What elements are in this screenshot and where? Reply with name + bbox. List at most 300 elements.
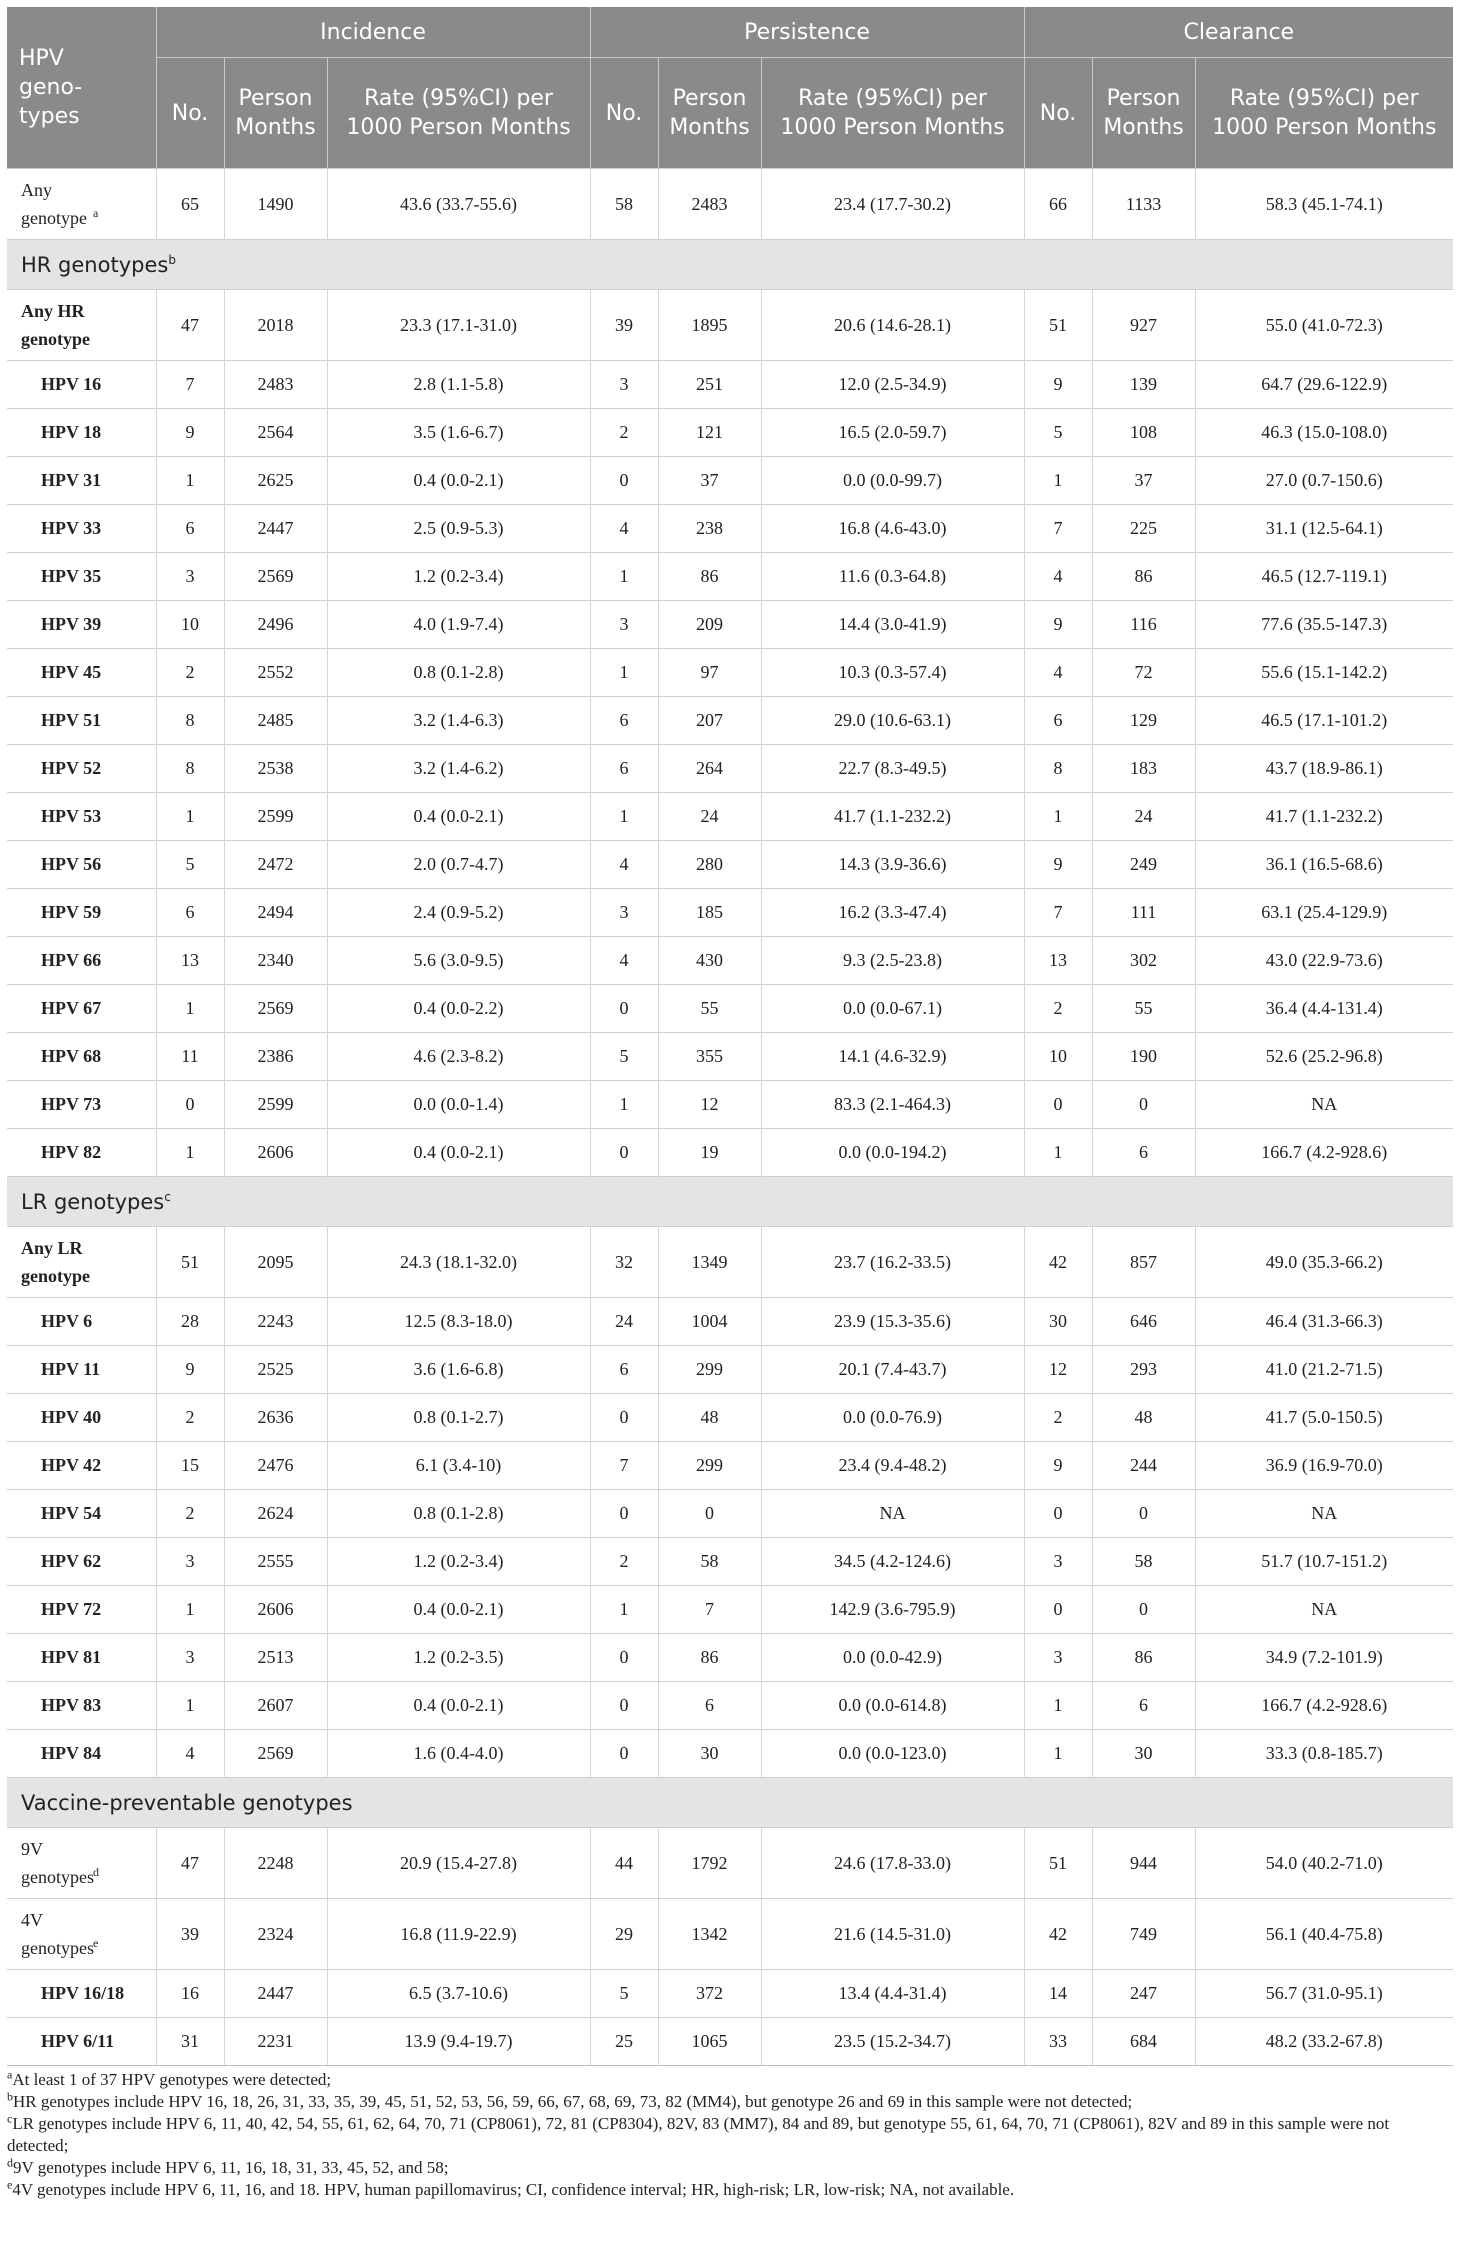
table-row xyxy=(7,841,1453,889)
incidence-no-cell: 5 xyxy=(156,841,224,889)
clearance-rate-cell: 41.7 (5.0-150.5) xyxy=(1195,1394,1453,1442)
persistence-no-cell: 2 xyxy=(590,409,658,457)
persistence-person-months-cell: 1342 xyxy=(658,1899,761,1970)
genotype-name-cell xyxy=(7,889,156,937)
table-row xyxy=(7,985,1453,1033)
clearance-no-cell: 10 xyxy=(1024,1033,1092,1081)
clearance-no-cell: 4 xyxy=(1024,649,1092,697)
incidence-no-cell: 2 xyxy=(156,1490,224,1538)
genotype-name-cell xyxy=(7,1442,156,1490)
incidence-no-cell: 31 xyxy=(156,2018,224,2066)
incidence-rate-cell: 16.8 (11.9-22.9) xyxy=(327,1899,590,1970)
persistence-person-months-cell: 0 xyxy=(658,1490,761,1538)
persistence-rate-cell: 0.0 (0.0-194.2) xyxy=(761,1129,1024,1177)
table-row xyxy=(7,361,1453,409)
incidence-no-cell: 13 xyxy=(156,937,224,985)
genotype-name-cell xyxy=(7,1490,156,1538)
clearance-no-cell: 7 xyxy=(1024,889,1092,937)
incidence-no-cell: 0 xyxy=(156,1081,224,1129)
table-row xyxy=(7,505,1453,553)
incidence-person-months-cell: 2472 xyxy=(224,841,327,889)
clearance-rate-cell: 46.3 (15.0-108.0) xyxy=(1195,409,1453,457)
incidence-rate-cell: 3.2 (1.4-6.3) xyxy=(327,697,590,745)
persistence-person-months-cell: 2483 xyxy=(658,169,761,240)
clearance-no-cell: 1 xyxy=(1024,1730,1092,1778)
incidence-person-months-cell: 2513 xyxy=(224,1634,327,1682)
genotype-name: HPV 35 xyxy=(41,566,102,586)
clearance-person-months-cell: 183 xyxy=(1092,745,1195,793)
persistence-no-cell: 0 xyxy=(590,1682,658,1730)
clearance-person-months-cell: 48 xyxy=(1092,1394,1195,1442)
genotype-name: HPV 84 xyxy=(41,1743,102,1763)
genotype-name: HPV 6 xyxy=(41,1311,93,1331)
clearance-rate-cell: 43.0 (22.9-73.6) xyxy=(1195,937,1453,985)
clearance-no-cell: 1 xyxy=(1024,793,1092,841)
incidence-rate-cell: 3.5 (1.6-6.7) xyxy=(327,409,590,457)
footnote-text: 4V genotypes include HPV 6, 11, 16, and 18. HPV, human papillomavirus; CI, confidence interval; HR, high-risk; LR, low-risk; NA, not available. xyxy=(12,2180,1015,2199)
clearance-rate-cell: 55.6 (15.1-142.2) xyxy=(1195,649,1453,697)
genotype-name: HPV 83 xyxy=(41,1695,102,1715)
incidence-no-cell: 10 xyxy=(156,601,224,649)
persistence-rate-cell: 21.6 (14.5-31.0) xyxy=(761,1899,1024,1970)
section-header-row xyxy=(7,1177,1453,1227)
incidence-rate-cell: 3.2 (1.4-6.2) xyxy=(327,745,590,793)
table-row xyxy=(7,1346,1453,1394)
persistence-no-cell: 0 xyxy=(590,1634,658,1682)
table-row xyxy=(7,1490,1453,1538)
persistence-rate-cell: 0.0 (0.0-99.7) xyxy=(761,457,1024,505)
persistence-no-cell: 5 xyxy=(590,1970,658,2018)
clearance-no-cell: 9 xyxy=(1024,601,1092,649)
incidence-no-cell: 3 xyxy=(156,1538,224,1586)
footnote xyxy=(7,2113,1453,2157)
incidence-no-cell: 1 xyxy=(156,457,224,505)
clearance-no-cell: 30 xyxy=(1024,1298,1092,1346)
clearance-person-months-cell: 857 xyxy=(1092,1227,1195,1298)
persistence-no-cell: 5 xyxy=(590,1033,658,1081)
rate-header: Rate (95%CI) per 1000 Person Months xyxy=(327,58,590,169)
footnote-mark: c xyxy=(7,2111,13,2126)
genotype-name-cell xyxy=(7,505,156,553)
genotype-name: Any HR genotype xyxy=(21,301,90,349)
table-wrapper xyxy=(7,7,1453,2201)
persistence-person-months-cell: 1065 xyxy=(658,2018,761,2066)
incidence-no-cell: 3 xyxy=(156,1634,224,1682)
genotype-name-cell xyxy=(7,1586,156,1634)
persistence-rate-cell: 24.6 (17.8-33.0) xyxy=(761,1828,1024,1899)
clearance-no-cell: 9 xyxy=(1024,1442,1092,1490)
incidence-no-cell: 2 xyxy=(156,1394,224,1442)
persistence-person-months-cell: 207 xyxy=(658,697,761,745)
genotype-name-cell xyxy=(7,793,156,841)
persistence-rate-cell: 23.4 (9.4-48.2) xyxy=(761,1442,1024,1490)
incidence-person-months-cell: 2599 xyxy=(224,793,327,841)
footnote-text: HR genotypes include HPV 16, 18, 26, 31, 33, 35, 39, 45, 51, 52, 53, 56, 59, 66, 67, 68, 69, 73, 82 (MM4), but genotype 26 and 69 in this sample were not detected; xyxy=(13,2092,1133,2111)
clearance-person-months-cell: 293 xyxy=(1092,1346,1195,1394)
table-row xyxy=(7,457,1453,505)
persistence-person-months-cell: 209 xyxy=(658,601,761,649)
incidence-person-months-cell: 2095 xyxy=(224,1227,327,1298)
incidence-person-months-cell: 2555 xyxy=(224,1538,327,1586)
incidence-no-cell: 47 xyxy=(156,290,224,361)
incidence-person-months-cell: 2569 xyxy=(224,1730,327,1778)
incidence-rate-cell: 1.2 (0.2-3.4) xyxy=(327,1538,590,1586)
genotype-name: HPV 11 xyxy=(41,1359,101,1379)
genotype-name: 4V genotypes xyxy=(21,1910,94,1958)
incidence-rate-cell: 12.5 (8.3-18.0) xyxy=(327,1298,590,1346)
table-row xyxy=(7,2018,1453,2066)
clearance-person-months-cell: 0 xyxy=(1092,1081,1195,1129)
genotype-name-cell xyxy=(7,1346,156,1394)
persistence-person-months-cell: 1349 xyxy=(658,1227,761,1298)
persistence-person-months-cell: 37 xyxy=(658,457,761,505)
genotype-name: HPV 52 xyxy=(41,758,102,778)
clearance-no-cell: 3 xyxy=(1024,1634,1092,1682)
clearance-no-cell: 14 xyxy=(1024,1970,1092,2018)
persistence-person-months-cell: 1792 xyxy=(658,1828,761,1899)
clearance-rate-cell: 27.0 (0.7-150.6) xyxy=(1195,457,1453,505)
table-row xyxy=(7,745,1453,793)
incidence-rate-cell: 0.8 (0.1-2.8) xyxy=(327,1490,590,1538)
rate-header: Rate (95%CI) per 1000 Person Months xyxy=(1195,58,1453,169)
clearance-person-months-cell: 749 xyxy=(1092,1899,1195,1970)
incidence-rate-cell: 2.5 (0.9-5.3) xyxy=(327,505,590,553)
persistence-rate-cell: 0.0 (0.0-67.1) xyxy=(761,985,1024,1033)
footnote-mark: e xyxy=(93,1936,99,1950)
persistence-rate-cell: 16.5 (2.0-59.7) xyxy=(761,409,1024,457)
section-title xyxy=(7,240,1453,290)
incidence-person-months-cell: 2569 xyxy=(224,985,327,1033)
persistence-no-cell: 1 xyxy=(590,1081,658,1129)
persistence-rate-cell: 20.6 (14.6-28.1) xyxy=(761,290,1024,361)
clearance-no-cell: 0 xyxy=(1024,1586,1092,1634)
person-months-header: Person Months xyxy=(224,58,327,169)
genotype-name-cell xyxy=(7,1033,156,1081)
clearance-no-cell: 33 xyxy=(1024,2018,1092,2066)
genotype-name-cell xyxy=(7,1682,156,1730)
genotype-name: HPV 39 xyxy=(41,614,102,634)
incidence-rate-cell: 1.6 (0.4-4.0) xyxy=(327,1730,590,1778)
genotype-name: HPV 18 xyxy=(41,422,102,442)
clearance-no-cell: 42 xyxy=(1024,1227,1092,1298)
section-header-row xyxy=(7,1778,1453,1828)
table-row xyxy=(7,1538,1453,1586)
table-body xyxy=(7,169,1453,2066)
clearance-person-months-cell: 108 xyxy=(1092,409,1195,457)
genotype-name-cell xyxy=(7,1634,156,1682)
table-row xyxy=(7,1129,1453,1177)
persistence-rate-cell: 23.5 (15.2-34.7) xyxy=(761,2018,1024,2066)
genotype-name: HPV 53 xyxy=(41,806,102,826)
persistence-person-months-cell: 48 xyxy=(658,1394,761,1442)
clearance-rate-cell: 43.7 (18.9-86.1) xyxy=(1195,745,1453,793)
incidence-person-months-cell: 1490 xyxy=(224,169,327,240)
incidence-rate-cell: 43.6 (33.7-55.6) xyxy=(327,169,590,240)
clearance-person-months-cell: 302 xyxy=(1092,937,1195,985)
section-title-text: Vaccine-preventable genotypes xyxy=(21,1790,353,1815)
table-header xyxy=(7,7,1453,169)
persistence-rate-cell: 22.7 (8.3-49.5) xyxy=(761,745,1024,793)
clearance-rate-cell: 58.3 (45.1-74.1) xyxy=(1195,169,1453,240)
persistence-rate-cell: 41.7 (1.1-232.2) xyxy=(761,793,1024,841)
incidence-no-cell: 2 xyxy=(156,649,224,697)
persistence-rate-cell: 14.3 (3.9-36.6) xyxy=(761,841,1024,889)
genotype-name-cell xyxy=(7,745,156,793)
genotype-name-cell xyxy=(7,1899,156,1970)
incidence-person-months-cell: 2538 xyxy=(224,745,327,793)
table-row xyxy=(7,1081,1453,1129)
clearance-no-cell: 8 xyxy=(1024,745,1092,793)
footnote-mark: b xyxy=(7,2089,13,2104)
incidence-person-months-cell: 2607 xyxy=(224,1682,327,1730)
genotype-name: HPV 33 xyxy=(41,518,102,538)
persistence-no-cell: 3 xyxy=(590,361,658,409)
clearance-rate-cell: 46.5 (17.1-101.2) xyxy=(1195,697,1453,745)
clearance-no-cell: 2 xyxy=(1024,1394,1092,1442)
incidence-rate-cell: 0.4 (0.0-2.2) xyxy=(327,985,590,1033)
clearance-no-cell: 9 xyxy=(1024,361,1092,409)
genotype-name-cell xyxy=(7,2018,156,2066)
section-header-row xyxy=(7,240,1453,290)
persistence-person-months-cell: 6 xyxy=(658,1682,761,1730)
clearance-person-months-cell: 30 xyxy=(1092,1730,1195,1778)
persistence-rate-cell: 14.1 (4.6-32.9) xyxy=(761,1033,1024,1081)
genotype-name: HPV 56 xyxy=(41,854,102,874)
persistence-no-cell: 58 xyxy=(590,169,658,240)
genotype-name-cell xyxy=(7,1394,156,1442)
incidence-no-cell: 65 xyxy=(156,169,224,240)
incidence-person-months-cell: 2606 xyxy=(224,1586,327,1634)
persistence-rate-cell: NA xyxy=(761,1490,1024,1538)
persistence-no-cell: 6 xyxy=(590,745,658,793)
persistence-person-months-cell: 12 xyxy=(658,1081,761,1129)
persistence-rate-cell: 23.4 (17.7-30.2) xyxy=(761,169,1024,240)
incidence-no-cell: 7 xyxy=(156,361,224,409)
genotype-name: HPV 16/18 xyxy=(41,1983,125,2003)
persistence-person-months-cell: 185 xyxy=(658,889,761,937)
clearance-rate-cell: 63.1 (25.4-129.9) xyxy=(1195,889,1453,937)
persistence-rate-cell: 0.0 (0.0-614.8) xyxy=(761,1682,1024,1730)
table-row xyxy=(7,697,1453,745)
clearance-no-cell: 1 xyxy=(1024,457,1092,505)
incidence-no-cell: 16 xyxy=(156,1970,224,2018)
clearance-rate-cell: 52.6 (25.2-96.8) xyxy=(1195,1033,1453,1081)
clearance-rate-cell: 56.1 (40.4-75.8) xyxy=(1195,1899,1453,1970)
genotype-name-cell xyxy=(7,937,156,985)
footnote-mark: a xyxy=(93,206,99,220)
clearance-no-cell: 7 xyxy=(1024,505,1092,553)
footnote-mark: e xyxy=(7,2177,13,2192)
table-row xyxy=(7,1227,1453,1298)
table-row xyxy=(7,793,1453,841)
persistence-person-months-cell: 30 xyxy=(658,1730,761,1778)
incidence-person-months-cell: 2496 xyxy=(224,601,327,649)
clearance-rate-cell: 41.0 (21.2-71.5) xyxy=(1195,1346,1453,1394)
persistence-no-cell: 39 xyxy=(590,290,658,361)
genotype-name: HPV 45 xyxy=(41,662,102,682)
clearance-no-cell: 12 xyxy=(1024,1346,1092,1394)
genotype-name-cell xyxy=(7,1538,156,1586)
incidence-rate-cell: 0.4 (0.0-2.1) xyxy=(327,793,590,841)
incidence-group-header: Incidence xyxy=(156,7,590,58)
clearance-person-months-cell: 55 xyxy=(1092,985,1195,1033)
persistence-rate-cell: 0.0 (0.0-123.0) xyxy=(761,1730,1024,1778)
clearance-person-months-cell: 72 xyxy=(1092,649,1195,697)
persistence-no-cell: 0 xyxy=(590,1730,658,1778)
clearance-person-months-cell: 927 xyxy=(1092,290,1195,361)
genotype-name-cell xyxy=(7,361,156,409)
genotype-name: HPV 67 xyxy=(41,998,102,1018)
clearance-person-months-cell: 6 xyxy=(1092,1682,1195,1730)
clearance-person-months-cell: 86 xyxy=(1092,1634,1195,1682)
clearance-rate-cell: 54.0 (40.2-71.0) xyxy=(1195,1828,1453,1899)
persistence-no-cell: 24 xyxy=(590,1298,658,1346)
table-row xyxy=(7,1730,1453,1778)
genotype-name-cell xyxy=(7,649,156,697)
persistence-person-months-cell: 372 xyxy=(658,1970,761,2018)
clearance-rate-cell: 51.7 (10.7-151.2) xyxy=(1195,1538,1453,1586)
clearance-rate-cell: 41.7 (1.1-232.2) xyxy=(1195,793,1453,841)
incidence-rate-cell: 0.0 (0.0-1.4) xyxy=(327,1081,590,1129)
footnote-text: LR genotypes include HPV 6, 11, 40, 42, 54, 55, 61, 62, 64, 70, 71 (CP8061), 72, 81 (CP8304), 82V, 83 (MM7), 84 and 89, but genotype 55, 61, 64, 70, 71 (CP8061), 82V and 89 in this sample were not detected; xyxy=(7,2114,1390,2155)
section-title-text: HR genotypes xyxy=(21,252,169,277)
incidence-no-cell: 4 xyxy=(156,1730,224,1778)
clearance-rate-cell: 49.0 (35.3-66.2) xyxy=(1195,1227,1453,1298)
clearance-person-months-cell: 190 xyxy=(1092,1033,1195,1081)
genotype-name: HPV 81 xyxy=(41,1647,102,1667)
clearance-no-cell: 42 xyxy=(1024,1899,1092,1970)
persistence-person-months-cell: 355 xyxy=(658,1033,761,1081)
persistence-rate-cell: 13.4 (4.4-31.4) xyxy=(761,1970,1024,2018)
table-row xyxy=(7,409,1453,457)
persistence-no-cell: 3 xyxy=(590,889,658,937)
incidence-no-cell: 6 xyxy=(156,889,224,937)
incidence-no-cell: 8 xyxy=(156,745,224,793)
clearance-no-cell: 4 xyxy=(1024,553,1092,601)
clearance-person-months-cell: 646 xyxy=(1092,1298,1195,1346)
incidence-no-cell: 1 xyxy=(156,985,224,1033)
incidence-person-months-cell: 2636 xyxy=(224,1394,327,1442)
persistence-person-months-cell: 24 xyxy=(658,793,761,841)
clearance-no-cell: 6 xyxy=(1024,697,1092,745)
persistence-no-cell: 1 xyxy=(590,649,658,697)
incidence-person-months-cell: 2231 xyxy=(224,2018,327,2066)
persistence-person-months-cell: 86 xyxy=(658,1634,761,1682)
genotype-name: HPV 40 xyxy=(41,1407,102,1427)
incidence-person-months-cell: 2447 xyxy=(224,505,327,553)
persistence-no-cell: 29 xyxy=(590,1899,658,1970)
persistence-rate-cell: 12.0 (2.5-34.9) xyxy=(761,361,1024,409)
footnote xyxy=(7,2069,1453,2091)
incidence-no-cell: 28 xyxy=(156,1298,224,1346)
clearance-person-months-cell: 111 xyxy=(1092,889,1195,937)
persistence-no-cell: 0 xyxy=(590,1490,658,1538)
incidence-rate-cell: 3.6 (1.6-6.8) xyxy=(327,1346,590,1394)
incidence-no-cell: 9 xyxy=(156,1346,224,1394)
persistence-rate-cell: 0.0 (0.0-76.9) xyxy=(761,1394,1024,1442)
genotype-name: HPV 31 xyxy=(41,470,102,490)
incidence-person-months-cell: 2340 xyxy=(224,937,327,985)
table-row xyxy=(7,169,1453,240)
persistence-person-months-cell: 86 xyxy=(658,553,761,601)
clearance-person-months-cell: 244 xyxy=(1092,1442,1195,1490)
footnote-text: At least 1 of 37 HPV genotypes were detected; xyxy=(12,2070,332,2089)
persistence-person-months-cell: 1004 xyxy=(658,1298,761,1346)
genotype-name: HPV 42 xyxy=(41,1455,102,1475)
clearance-person-months-cell: 58 xyxy=(1092,1538,1195,1586)
genotype-name: Any LR genotype xyxy=(21,1238,90,1286)
persistence-person-months-cell: 97 xyxy=(658,649,761,697)
persistence-rate-cell: 9.3 (2.5-23.8) xyxy=(761,937,1024,985)
persistence-group-header: Persistence xyxy=(590,7,1024,58)
persistence-no-cell: 0 xyxy=(590,1129,658,1177)
persistence-rate-cell: 29.0 (10.6-63.1) xyxy=(761,697,1024,745)
incidence-rate-cell: 1.2 (0.2-3.4) xyxy=(327,553,590,601)
incidence-rate-cell: 2.8 (1.1-5.8) xyxy=(327,361,590,409)
clearance-rate-cell: 34.9 (7.2-101.9) xyxy=(1195,1634,1453,1682)
genotype-name-cell xyxy=(7,1298,156,1346)
clearance-rate-cell: 56.7 (31.0-95.1) xyxy=(1195,1970,1453,2018)
genotype-name-cell xyxy=(7,1227,156,1298)
genotype-name: HPV 59 xyxy=(41,902,102,922)
incidence-rate-cell: 6.1 (3.4-10) xyxy=(327,1442,590,1490)
table-row xyxy=(7,649,1453,697)
incidence-person-months-cell: 2243 xyxy=(224,1298,327,1346)
persistence-no-cell: 6 xyxy=(590,1346,658,1394)
clearance-rate-cell: 55.0 (41.0-72.3) xyxy=(1195,290,1453,361)
clearance-rate-cell: 166.7 (4.2-928.6) xyxy=(1195,1129,1453,1177)
persistence-rate-cell: 16.8 (4.6-43.0) xyxy=(761,505,1024,553)
clearance-rate-cell: 166.7 (4.2-928.6) xyxy=(1195,1682,1453,1730)
genotype-name: 9V genotypes xyxy=(21,1839,94,1887)
clearance-group-header: Clearance xyxy=(1024,7,1453,58)
incidence-no-cell: 1 xyxy=(156,1682,224,1730)
persistence-rate-cell: 20.1 (7.4-43.7) xyxy=(761,1346,1024,1394)
genotype-column-header: HPV geno-types xyxy=(7,7,156,169)
genotype-name-cell xyxy=(7,601,156,649)
incidence-no-cell: 11 xyxy=(156,1033,224,1081)
hpv-rates-table xyxy=(7,7,1453,2066)
genotype-name-cell xyxy=(7,1129,156,1177)
incidence-person-months-cell: 2599 xyxy=(224,1081,327,1129)
incidence-person-months-cell: 2248 xyxy=(224,1828,327,1899)
genotype-name: HPV 51 xyxy=(41,710,102,730)
genotype-name: HPV 62 xyxy=(41,1551,102,1571)
table-row xyxy=(7,1033,1453,1081)
incidence-no-cell: 1 xyxy=(156,793,224,841)
persistence-no-cell: 44 xyxy=(590,1828,658,1899)
clearance-rate-cell: NA xyxy=(1195,1586,1453,1634)
table-row xyxy=(7,889,1453,937)
footnote-mark: d xyxy=(93,1865,99,1879)
clearance-rate-cell: 48.2 (33.2-67.8) xyxy=(1195,2018,1453,2066)
clearance-no-cell: 0 xyxy=(1024,1490,1092,1538)
persistence-rate-cell: 16.2 (3.3-47.4) xyxy=(761,889,1024,937)
genotype-name: HPV 73 xyxy=(41,1094,102,1114)
incidence-rate-cell: 0.4 (0.0-2.1) xyxy=(327,1129,590,1177)
clearance-rate-cell: NA xyxy=(1195,1490,1453,1538)
clearance-no-cell: 0 xyxy=(1024,1081,1092,1129)
clearance-no-cell: 66 xyxy=(1024,169,1092,240)
persistence-person-months-cell: 430 xyxy=(658,937,761,985)
incidence-rate-cell: 20.9 (15.4-27.8) xyxy=(327,1828,590,1899)
clearance-no-cell: 51 xyxy=(1024,1828,1092,1899)
footnotes xyxy=(7,2069,1453,2201)
person-months-header: Person Months xyxy=(1092,58,1195,169)
persistence-person-months-cell: 1895 xyxy=(658,290,761,361)
persistence-no-cell: 0 xyxy=(590,457,658,505)
clearance-person-months-cell: 247 xyxy=(1092,1970,1195,2018)
